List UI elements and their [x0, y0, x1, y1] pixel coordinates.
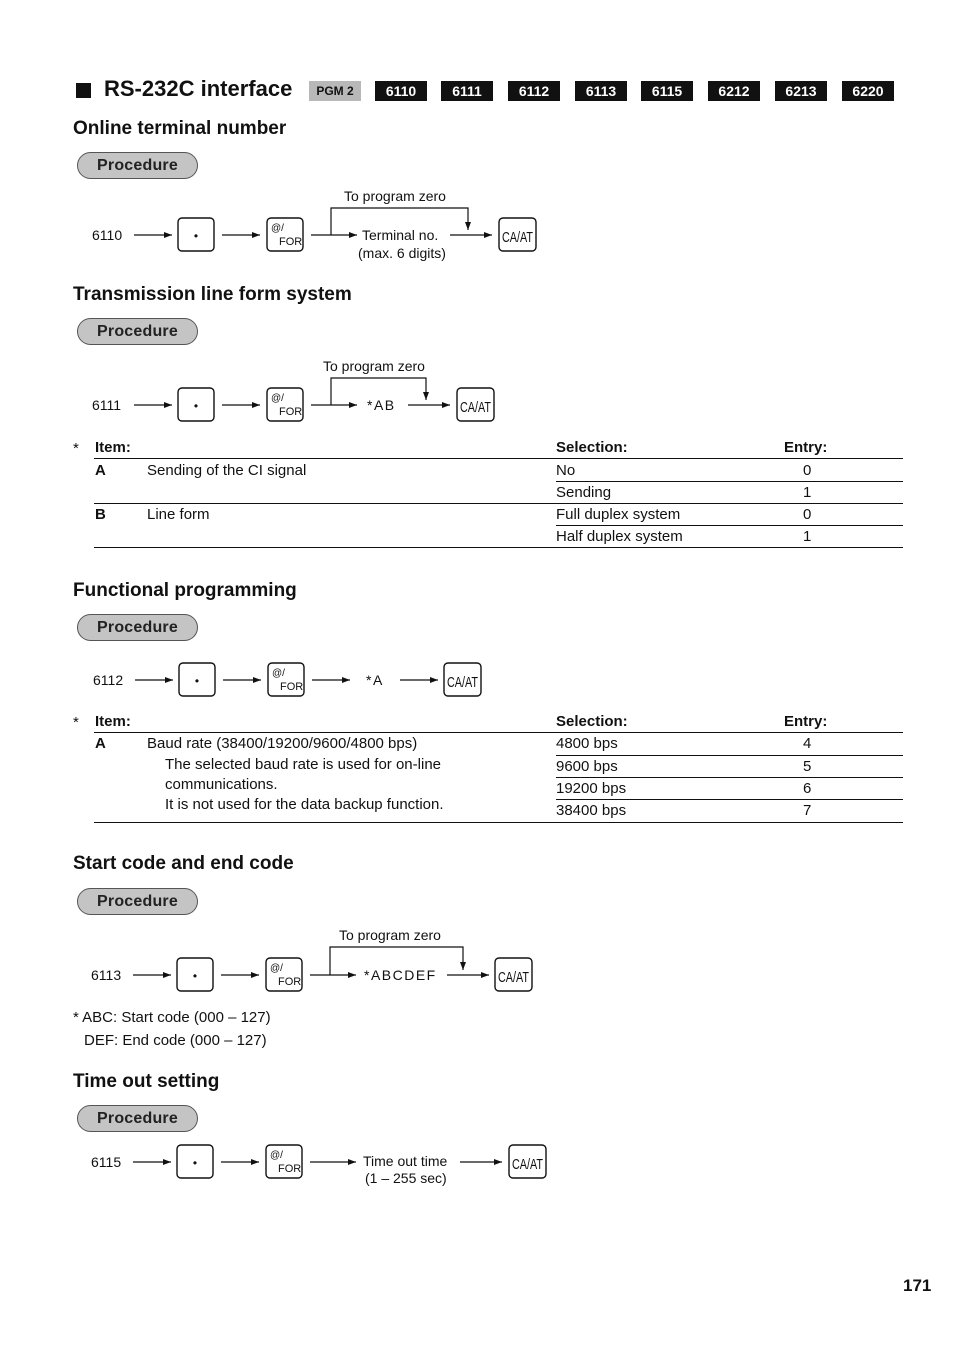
table-asterisk: * [73, 714, 79, 731]
code-label: 6115 [91, 1154, 122, 1170]
note-start-code: * ABC: Start code (000 – 127) [73, 1009, 271, 1026]
code-badge: 6111 [441, 81, 493, 101]
table-row-note: It is not used for the data backup function. [165, 796, 444, 813]
page-title: RS-232C interface [104, 76, 293, 101]
svg-text:CA/AT: CA/AT [460, 399, 491, 416]
entry-label: *AB [367, 397, 396, 413]
table-asterisk: * [73, 440, 79, 457]
svg-text:•: • [194, 674, 200, 688]
procedure-label: Procedure [77, 152, 198, 179]
dot-key-icon [177, 1145, 213, 1178]
svg-text:CA/AT: CA/AT [512, 1156, 543, 1173]
zero-label: To program zero [344, 188, 446, 204]
svg-text:FOR: FOR [278, 1163, 302, 1175]
table-row-desc: Baud rate (38400/19200/9600/4800 bps) [147, 735, 418, 752]
svg-text:CA/AT: CA/AT [498, 969, 529, 986]
pgm-badge: PGM 2 [309, 81, 361, 101]
entry-label: *A [366, 672, 384, 688]
section-title-online: Online terminal number [73, 118, 287, 139]
note-end-code: DEF: End code (000 – 127) [84, 1032, 267, 1049]
code-badge: 6113 [575, 81, 627, 101]
svg-text:@/: @/ [270, 1150, 283, 1161]
svg-text:FOR: FOR [279, 406, 303, 418]
entry-label: (max. 6 digits) [358, 245, 446, 261]
table-cell-entry: 4 [803, 735, 812, 752]
table-cell-selection: 4800 bps [556, 735, 618, 752]
table-cell-entry: 1 [803, 484, 812, 501]
table-cell-selection: Full duplex system [556, 506, 681, 523]
svg-text:@/: @/ [271, 223, 284, 234]
table-cell-entry: 5 [803, 758, 812, 775]
page-number: 171 [903, 1276, 932, 1295]
entry-label: (1 – 255 sec) [365, 1170, 447, 1186]
code-badge: 6220 [842, 81, 894, 101]
procedure-label: Procedure [77, 614, 198, 641]
entry-label: Time out time [363, 1153, 448, 1169]
table-cell-entry: 0 [803, 462, 812, 479]
table-cell-selection: 19200 bps [556, 780, 627, 797]
table-row-desc: Sending of the CI signal [147, 462, 307, 479]
table-cell-entry: 1 [803, 528, 812, 545]
code-badge: 6213 [775, 81, 827, 101]
table-row-desc: Line form [147, 506, 210, 523]
svg-text:CA/AT: CA/AT [447, 674, 478, 691]
code-label: 6110 [92, 227, 123, 243]
svg-text:FOR: FOR [278, 976, 302, 988]
code-label: 6111 [92, 397, 122, 413]
table-cell-entry: 0 [803, 506, 812, 523]
svg-text:FOR: FOR [280, 681, 304, 693]
table-row-key: A [95, 462, 106, 479]
table-row-key: A [95, 735, 106, 752]
zero-label: To program zero [339, 927, 441, 943]
table-cell-selection: No [556, 462, 576, 479]
code-badge: 6112 [508, 81, 560, 101]
table-cell-entry: 6 [803, 780, 812, 797]
svg-text:•: • [192, 1156, 198, 1170]
table-row-note: The selected baud rate is used for on-line [165, 756, 441, 773]
table-cell-selection: Half duplex system [556, 528, 683, 545]
code-badge: 6110 [375, 81, 427, 101]
table-header-selection: Selection: [556, 713, 628, 730]
section-title-transmission: Transmission line form system [73, 284, 352, 305]
procedure-label: Procedure [77, 1105, 198, 1132]
at-for-key-icon [266, 1145, 302, 1178]
table-cell-selection: Sending [556, 484, 612, 501]
svg-text:FOR: FOR [279, 236, 303, 248]
code-label: 6112 [93, 672, 124, 688]
ca-at-key-icon [509, 1145, 546, 1178]
table-header-selection: Selection: [556, 439, 628, 456]
svg-text:@/: @/ [272, 668, 285, 679]
section-title-functional: Functional programming [73, 580, 297, 601]
section-title-startend: Start code and end code [73, 853, 294, 874]
svg-text:CA/AT: CA/AT [502, 229, 533, 246]
zero-label: To program zero [323, 358, 425, 374]
table-header-item: Item: [95, 713, 131, 730]
svg-text:•: • [192, 969, 198, 983]
table-cell-entry: 7 [803, 802, 812, 819]
table-row-note: communications. [165, 776, 278, 793]
table-header-entry: Entry: [784, 713, 828, 730]
table-cell-selection: 38400 bps [556, 802, 627, 819]
table-header-entry: Entry: [784, 439, 828, 456]
procedure-label: Procedure [77, 888, 198, 915]
code-badge: 6212 [708, 81, 760, 101]
section-title-timeout: Time out setting [73, 1071, 220, 1092]
entry-label: *ABCDEF [364, 967, 437, 983]
table-header-item: Item: [95, 439, 131, 456]
svg-text:•: • [193, 399, 199, 413]
procedure-label: Procedure [77, 318, 198, 345]
entry-label: Terminal no. [362, 227, 439, 243]
table-cell-selection: 9600 bps [556, 758, 618, 775]
svg-text:@/: @/ [270, 963, 283, 974]
code-label: 6113 [91, 967, 122, 983]
code-badge: 6115 [641, 81, 693, 101]
svg-text:•: • [193, 229, 199, 243]
table-row-key: B [95, 506, 106, 523]
svg-text:@/: @/ [271, 393, 284, 404]
